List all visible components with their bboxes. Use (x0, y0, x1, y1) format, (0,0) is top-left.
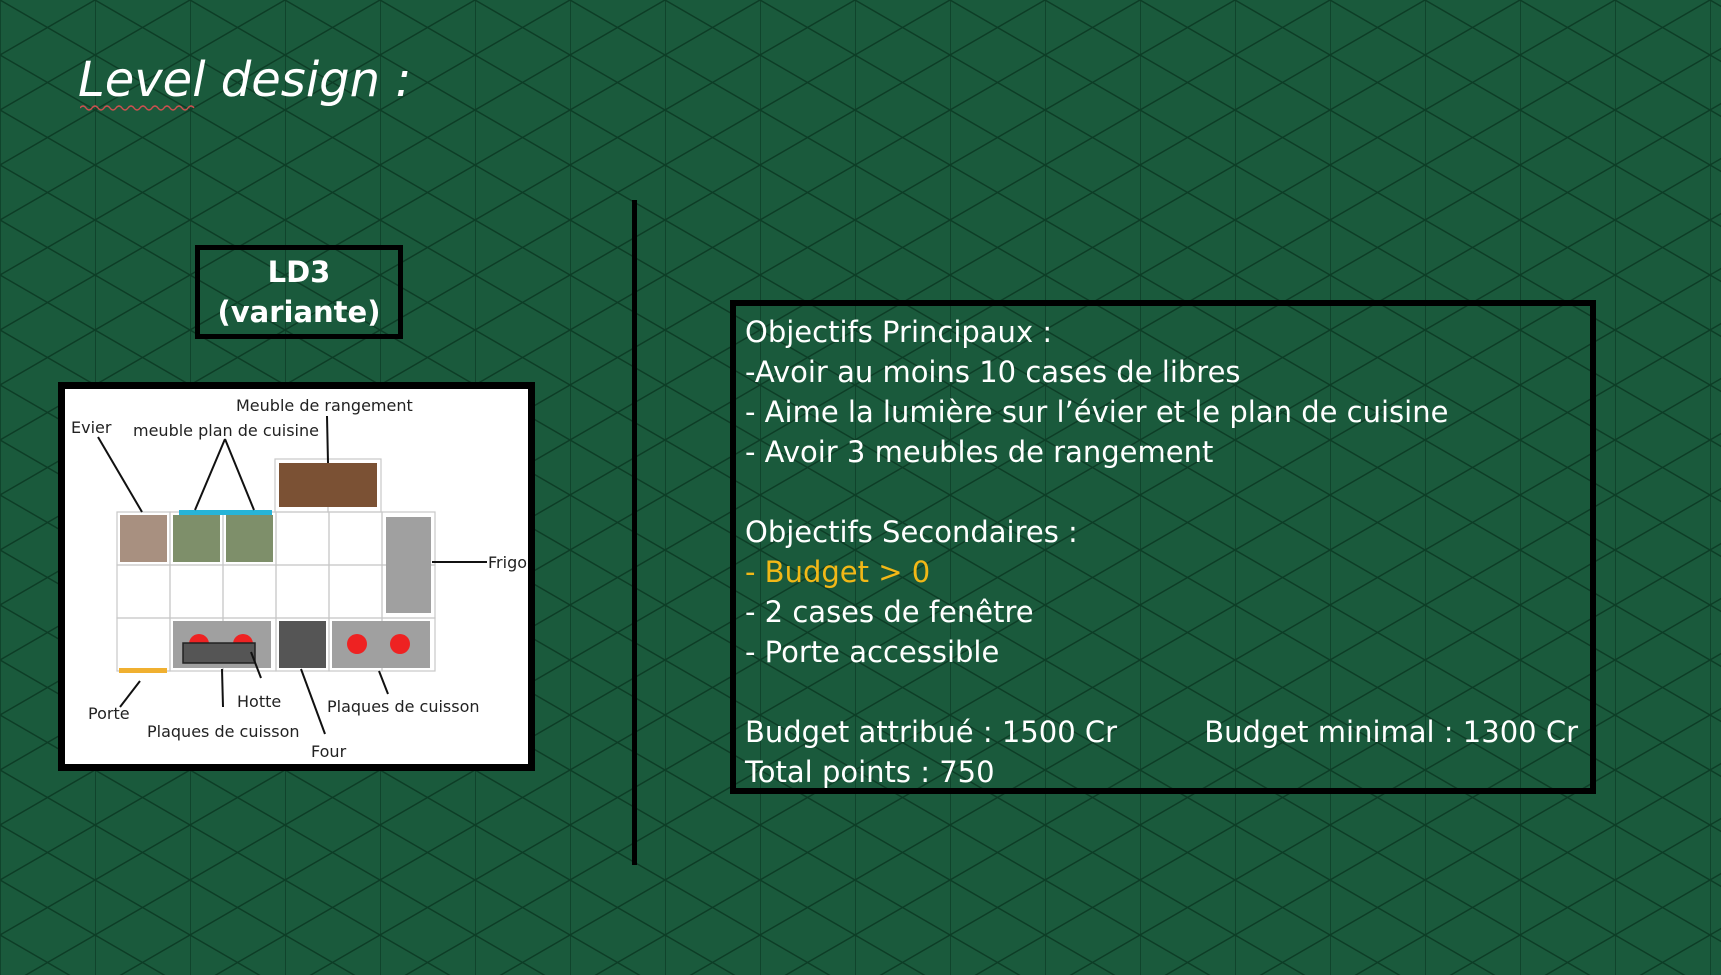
primary-objectives-title: Objectifs Principaux : (745, 315, 1053, 349)
budget-row (745, 712, 1590, 752)
label-sink: Evier (71, 418, 112, 437)
total-points: Total points : 750 (745, 755, 995, 789)
door (119, 668, 167, 673)
objectives-box (730, 300, 1596, 794)
label-stove-right: Plaques de cuisson (327, 697, 480, 716)
budget-minimum: Budget minimal : 1300 Cr (1204, 715, 1578, 749)
burner (347, 634, 367, 654)
label-door: Porte (88, 704, 130, 723)
label-oven: Four (311, 742, 347, 761)
level-variant: (variante) (217, 295, 381, 329)
label-counter: meuble plan de cuisine (133, 421, 319, 440)
primary-objective: -Avoir au moins 10 cases de libres (745, 355, 1241, 389)
sink (120, 515, 167, 562)
kitchen-plan-diagram (65, 389, 528, 764)
primary-objective: - Avoir 3 meubles de rangement (745, 435, 1214, 469)
secondary-objective-budget: - Budget > 0 (745, 555, 931, 589)
storage-furniture (279, 463, 377, 507)
kitchen-plan (58, 382, 535, 771)
label-hood: Hotte (237, 692, 282, 711)
secondary-objective: - 2 cases de fenêtre (745, 595, 1034, 629)
level-label-box (195, 245, 403, 339)
fridge (386, 517, 431, 613)
light-strip (179, 510, 272, 515)
vertical-divider (632, 200, 637, 865)
counter-2 (226, 515, 273, 562)
label-stove-bottom: Plaques de cuisson (147, 722, 300, 741)
budget-allocated: Budget attribué : 1500 Cr (745, 715, 1118, 749)
hood (183, 643, 255, 663)
secondary-objectives-title: Objectifs Secondaires : (745, 515, 1078, 549)
stove-right (332, 621, 430, 668)
slide-title: Level design : (78, 52, 412, 108)
label-storage: Meuble de rangement (236, 396, 413, 415)
primary-objective: - Aime la lumière sur l’évier et le plan de cuisine (745, 395, 1449, 429)
counter-1 (173, 515, 220, 562)
level-id: LD3 (267, 255, 331, 289)
burner (390, 634, 410, 654)
oven (279, 621, 326, 668)
label-fridge: Frigo (488, 553, 528, 572)
spellcheck-underline (80, 104, 196, 112)
secondary-objective: - Porte accessible (745, 635, 1000, 669)
